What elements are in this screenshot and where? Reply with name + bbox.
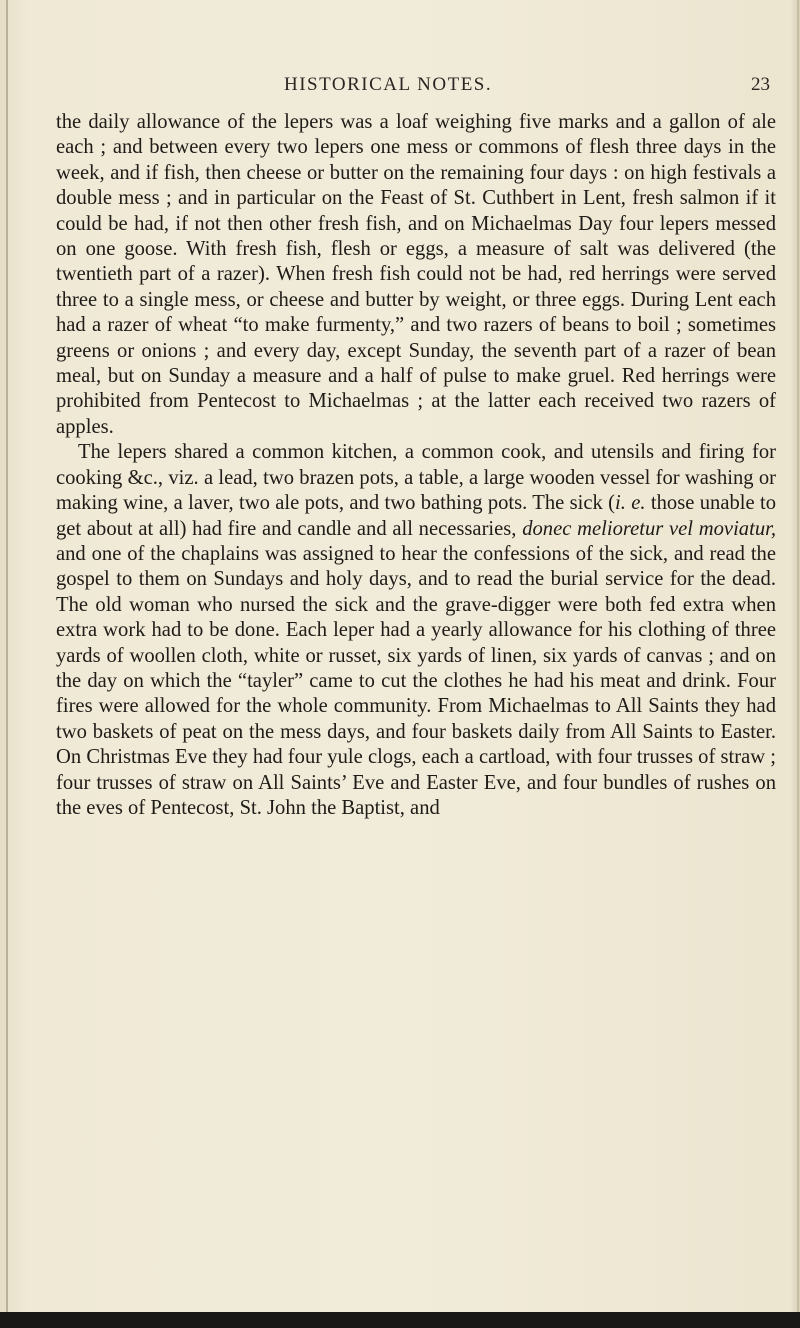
paragraph-2 xyxy=(56,440,776,821)
body-text xyxy=(56,110,776,821)
page-left-edge xyxy=(6,0,8,1328)
paragraph-1 xyxy=(56,110,776,440)
text-segment: and one of the chaplains was assigned to hear the confessions of the sick, and read the gospel to them on Sundays and holy days, and to read the burial service for the dead. The old woman who nursed the sick and the grave-digger were both fed extra when extra work had to be done. Each leper had a yearly allowance for his clothing of three yards of woollen cloth, white or russet, six yards of linen, six yards of canvas ; and on the day on which the “tayler” came to cut the clothes he had his meat and drink. Four fires were allowed for the whole community. From Michaelmas to All Saints they had two baskets of peat on the mess days, and four baskets daily from All Saints to Easter. On Christmas Eve they had four yule clogs, each a cartload, with four trusses of straw ; four trusses of straw on All Saints’ Eve and Easter Eve, and four bundles of rushes on the eves of Pentecost, St. John the Baptist, and xyxy=(56,542,776,819)
running-title: HISTORICAL NOTES. xyxy=(284,74,493,95)
scan-bottom-edge xyxy=(0,1312,800,1328)
page-number: 23 xyxy=(751,74,770,95)
text-segment: those unable to get about at all) had fire and candle and all necessaries, xyxy=(56,492,776,540)
italic-abbreviation: i. e. xyxy=(615,492,646,515)
text-segment: the daily allowance of the lepers was a loaf weighing five marks and a gallon of ale each ; and between every two lepers one mess or commons of flesh three days in the week, and if fish, then cheese or butter on the remaining four days : on high festivals a double mess ; and in particular on the Feast of St. Cuthbert in Lent, fresh salmon if it could be had, if not then other fresh fish, and on Michaelmas Day four lepers messed on one goose. With fresh fish, flesh or eggs, a measure of salt was delivered (the twentieth part of a razer). When fresh fish could not be had, red herrings were served three to a single mess, or cheese and butter by weight, or three eggs. During Lent each had a razer of wheat “to make furmenty,” and two razers of beans to boil ; sometimes greens or onions ; and every day, except Sunday, the seventh part of a razer of bean meal, but on Sunday a measure and a half of pulse to make gruel. Red herrings were prohibited from Pentecost to Michaelmas ; at the latter each received two razers of apples. xyxy=(56,111,776,438)
italic-latin-phrase: donec melioretur vel moviatur, xyxy=(522,517,776,540)
page-header xyxy=(0,74,800,102)
page-right-edge xyxy=(797,0,799,1328)
text-segment: The lepers shared a common kitchen, a common cook, and utensils and firing for cooking &c., viz. a lead, two brazen pots, a table, a large wooden vessel for washing or making wine, a laver, two ale pots, and two bathing pots. The sick ( xyxy=(56,441,776,515)
